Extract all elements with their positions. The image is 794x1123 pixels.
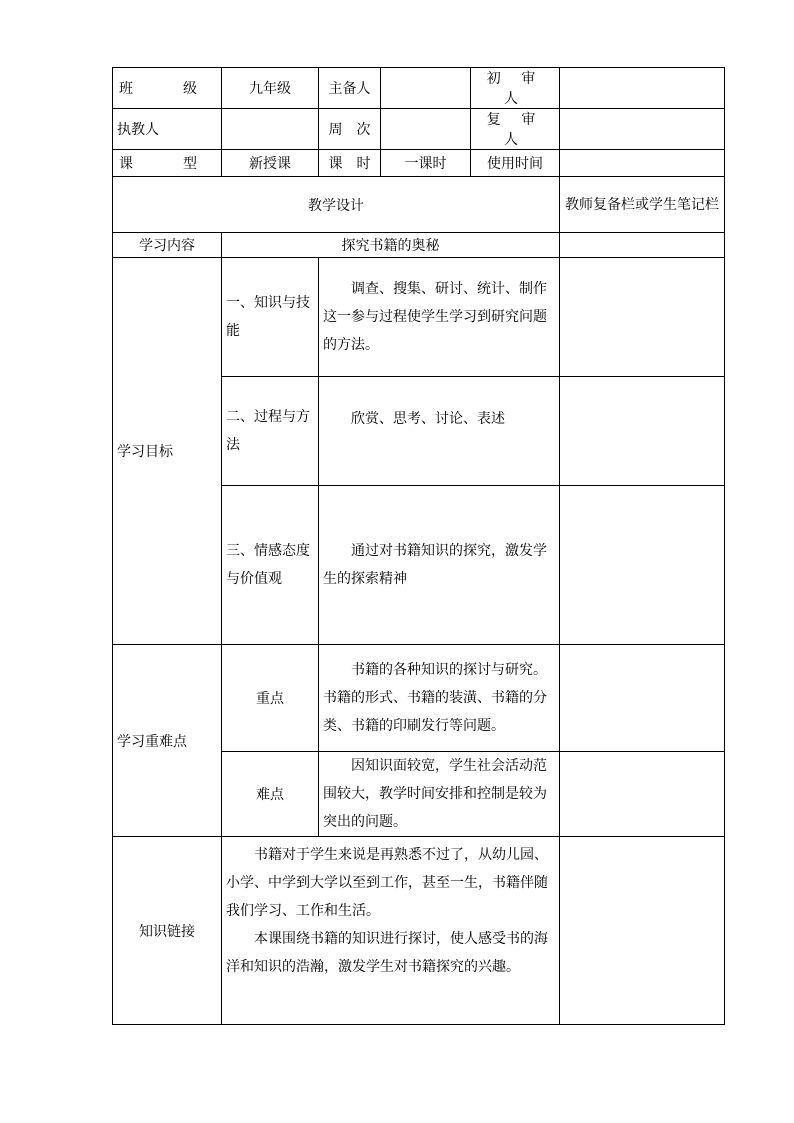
class-hours-value: 一课时 xyxy=(381,150,471,177)
knowledge-paragraph-1: 书籍对于学生来说是再熟悉不过了，从幼儿园、小学、中学到大学以至到工作，甚至一生，书籍伴随我们学习、工作和生活。 xyxy=(226,847,548,919)
first-reviewer-label: 初 审 人 xyxy=(471,68,560,109)
objectives-label: 学习目标 xyxy=(113,258,222,645)
objective-category-3: 三、情感态度与价值观 xyxy=(222,486,319,645)
difficult-point-paragraph: 因知识面较宽，学生社会活动范围较大，教学时间安排和控制是较为突出的问题。 xyxy=(323,758,547,830)
objective-text-1-paragraph: 调查、搜集、研讨、统计、制作这一参与过程使学生学习到研究问题的方法。 xyxy=(323,281,547,353)
knowledge-text xyxy=(222,837,560,1025)
lead-preparer-label: 主备人 xyxy=(319,68,381,109)
key-points-label: 学习重难点 xyxy=(113,645,222,837)
lead-preparer-value xyxy=(381,68,471,109)
second-reviewer-label: 复 审 人 xyxy=(471,109,560,150)
lesson-type-label: 课 型 xyxy=(113,150,222,177)
objective-text-3 xyxy=(319,486,560,645)
header-row-1 xyxy=(113,68,725,109)
second-reviewer-value xyxy=(560,109,725,150)
notes-cell xyxy=(560,377,725,486)
difficult-point-label: 难点 xyxy=(222,752,319,837)
important-point-paragraph: 书籍的各种知识的探讨与研究。书籍的形式、书籍的装潢、书籍的分类、书籍的印刷发行等问题。 xyxy=(323,662,547,734)
important-point-row xyxy=(113,645,725,752)
first-reviewer-value xyxy=(560,68,725,109)
objective-text-2 xyxy=(319,377,560,486)
teacher-label: 执教人 xyxy=(113,109,222,150)
header-row-2 xyxy=(113,109,725,150)
use-time-label: 使用时间 xyxy=(471,150,560,177)
important-point-text xyxy=(319,645,560,752)
objective-row-1 xyxy=(113,258,725,377)
notes-cell xyxy=(560,837,725,1025)
header-row-3 xyxy=(113,150,725,177)
notes-cell xyxy=(560,645,725,752)
objective-text-3-paragraph: 通过对书籍知识的探究，激发学生的探索精神 xyxy=(323,543,547,587)
notes-cell xyxy=(560,752,725,837)
difficult-point-text xyxy=(319,752,560,837)
class-value: 九年级 xyxy=(222,68,319,109)
content-row xyxy=(113,233,725,258)
lesson-plan-table xyxy=(112,67,725,1025)
class-label: 班 级 xyxy=(113,68,222,109)
class-hours-label: 课 时 xyxy=(319,150,381,177)
knowledge-label: 知识链接 xyxy=(113,837,222,1025)
knowledge-row xyxy=(113,837,725,1025)
lesson-type-value: 新授课 xyxy=(222,150,319,177)
important-point-label: 重点 xyxy=(222,645,319,752)
notes-cell xyxy=(560,486,725,645)
objective-category-1: 一、知识与技能 xyxy=(222,258,319,377)
objective-text-2-paragraph: 欣赏、思考、讨论、表述 xyxy=(351,411,505,427)
use-time-value xyxy=(560,150,725,177)
notes-column-title: 教师复备栏或学生笔记栏 xyxy=(560,177,725,233)
design-row xyxy=(113,177,725,233)
content-label: 学习内容 xyxy=(113,233,222,258)
objective-text-1 xyxy=(319,258,560,377)
teacher-value xyxy=(222,109,319,150)
notes-cell xyxy=(560,233,725,258)
week-value xyxy=(381,109,471,150)
notes-cell xyxy=(560,258,725,377)
week-label: 周 次 xyxy=(319,109,381,150)
design-title: 教学设计 xyxy=(113,177,560,233)
knowledge-paragraph-2: 本课围绕书籍的知识进行探讨，使人感受书的海洋和知识的浩瀚，激发学生对书籍探究的兴趣。 xyxy=(226,931,548,975)
content-value: 探究书籍的奥秘 xyxy=(222,233,560,258)
objective-category-2: 二、过程与方法 xyxy=(222,377,319,486)
